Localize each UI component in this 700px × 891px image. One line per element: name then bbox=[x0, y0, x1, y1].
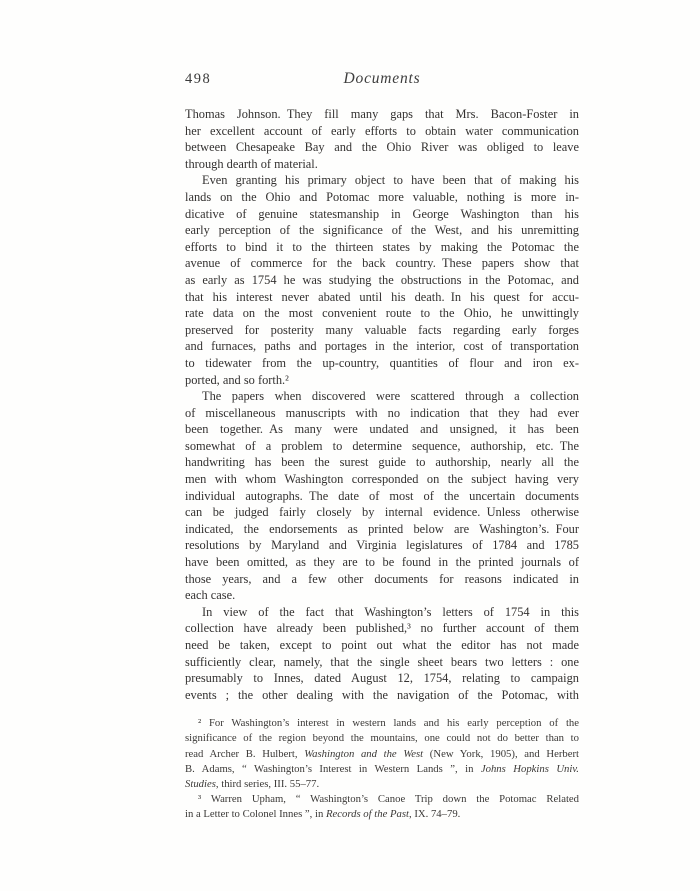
footnote-line: ² For Washington’s interest in western lands and his early perception of the bbox=[198, 717, 579, 730]
text-line: of miscellaneous manuscripts with no indication that they had ever bbox=[185, 405, 579, 420]
text-line: have been omitted, as they are to be found in the printed journals of bbox=[185, 555, 579, 570]
footnote bbox=[185, 716, 579, 791]
footnotes bbox=[185, 716, 579, 822]
text-line: men with whom Washington corresponded on the subject having very bbox=[185, 472, 579, 487]
text-line: through dearth of material. bbox=[185, 156, 318, 171]
text-line: presumably to Innes, dated August 12, 1754, relating to campaign bbox=[185, 671, 579, 686]
text-line: need be taken, except to point out what the editor has not made bbox=[185, 638, 579, 652]
text-line: efforts to bind it to the thirteen states by making the Potomac the bbox=[185, 239, 579, 254]
paragraph bbox=[185, 106, 579, 172]
footnote-line: B. Adams, “ Washington’s Interest in Western Lands ”, in Johns Hopkins Univ. bbox=[185, 762, 579, 775]
text-line: to tidewater from the up-country, quantities of flour and iron ex- bbox=[185, 355, 579, 370]
footnote-line: in a Letter to Colonel Innes ”, in Records of the Past, IX. 74–79. bbox=[185, 807, 461, 820]
paragraph bbox=[185, 388, 579, 604]
text-line: preserved for posterity many valuable facts regarding early forges bbox=[185, 322, 579, 337]
running-head bbox=[185, 70, 579, 92]
text-line: early perception of the significance of the West, and his unremitting bbox=[185, 223, 579, 238]
text-line: sufficiently clear, namely, that the single sheet bears two letters : one bbox=[185, 654, 579, 669]
text-line: dicative of genuine statesmanship in George Washington than his bbox=[185, 206, 579, 221]
text-line: and furnaces, paths and portages in the interior, cost of transportation bbox=[185, 339, 579, 354]
text-line: as early as 1754 he was studying the obstructions in the Potomac, and bbox=[185, 272, 579, 287]
text-line: handwriting has been the surest guide to authorship, nearly all the bbox=[185, 455, 579, 470]
paragraph bbox=[185, 604, 579, 704]
text-line: somewhat of a problem to determine sequence, authorship, etc. The bbox=[185, 438, 579, 453]
text-line: indicated, the endorsements as printed below are Washington’s. Four bbox=[185, 521, 579, 536]
footnote-line: Studies, third series, III. 55–77. bbox=[185, 777, 320, 790]
text-line: each case. bbox=[185, 588, 236, 603]
text-column bbox=[185, 70, 579, 822]
footnote-line: ³ Warren Upham, “ Washington’s Canoe Trip down the Potomac Related bbox=[198, 792, 579, 805]
text-line: collection have already been published,³ no further account of them bbox=[185, 621, 579, 636]
text-line: lands on the Ohio and Potomac more valuable, nothing is more in- bbox=[185, 189, 579, 204]
text-line: individual autographs. The date of most of the uncertain documents bbox=[185, 488, 579, 503]
text-line: The papers when discovered were scattered through a collection bbox=[202, 389, 579, 404]
text-line: ported, and so forth.² bbox=[185, 372, 289, 387]
footnote bbox=[185, 792, 579, 822]
text-line: been together. As many were undated and unsigned, it has been bbox=[185, 422, 579, 437]
body-text bbox=[185, 106, 579, 703]
text-line: In view of the fact that Washington’s letters of 1754 in this bbox=[202, 604, 579, 619]
text-line: resolutions by Maryland and Virginia legislatures of 1784 and 1785 bbox=[185, 538, 579, 553]
text-line: events ; the other dealing with the navigation of the Potomac, with bbox=[185, 687, 579, 702]
text-line: Even granting his primary object to have been that of making his bbox=[202, 173, 579, 188]
text-line: Thomas Johnson. They fill many gaps that Mrs. Bacon-Foster in bbox=[185, 107, 579, 121]
text-line: between Chesapeake Bay and the Ohio River was obliged to leave bbox=[185, 140, 579, 155]
text-line: rate data on the most convenient route to the Ohio, he unwittingly bbox=[185, 306, 579, 321]
text-line: her excellent account of early efforts to obtain water communication bbox=[185, 123, 579, 138]
page-number: 498 bbox=[185, 71, 212, 87]
text-line: that his interest never abated until his death. In his quest for accu- bbox=[185, 289, 579, 304]
footnote-line: read Archer B. Hulbert, Washington and the West (New York, 1905), and Herbert bbox=[185, 747, 579, 760]
text-line: avenue of commerce for the back country. These papers show that bbox=[185, 256, 579, 271]
paragraph bbox=[185, 172, 579, 388]
running-title: Documents bbox=[343, 70, 421, 87]
text-line: those years, and a few other documents for reasons indicated in bbox=[185, 571, 579, 586]
footnote-line: significance of the region beyond the mountains, one could not do better than to bbox=[185, 732, 579, 745]
text-line: can be judged fairly closely by internal evidence. Unless otherwise bbox=[185, 505, 579, 520]
